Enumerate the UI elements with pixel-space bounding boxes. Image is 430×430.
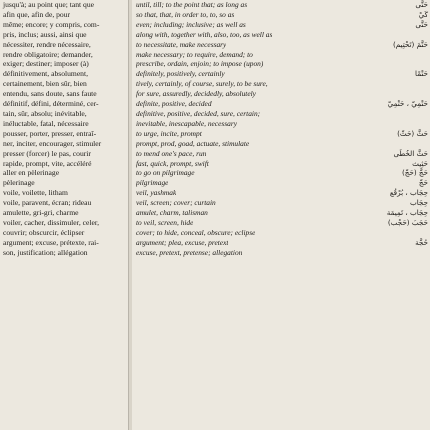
english-gloss: pilgrimage xyxy=(136,178,169,188)
arabic-headword: حَتَّى xyxy=(415,0,428,9)
french-column xyxy=(0,0,127,430)
entry-line xyxy=(136,20,428,30)
entry-line xyxy=(136,89,428,99)
arabic-headword: حِجَاب ، تَمِيمَة xyxy=(386,208,428,218)
english-gloss: prescribe, ordain, enjoin; to impose (upon) xyxy=(136,59,264,69)
arabic-headword: حُجَّة xyxy=(415,237,428,247)
entry-line xyxy=(136,228,428,238)
entry-line xyxy=(136,40,428,50)
arabic-headword: حَثِيث xyxy=(412,158,428,168)
arabic-headword xyxy=(425,59,428,69)
english-gloss: veil, screen; cover; curtain xyxy=(136,198,216,208)
entry-line xyxy=(136,59,428,69)
entry-line xyxy=(136,99,428,109)
french-line: pousser, porter, presser, entraî- xyxy=(3,128,97,138)
arabic-headword: حَجَبَ (حَجْب) xyxy=(387,217,428,227)
english-gloss: until, till; to the point that; as long as xyxy=(136,0,248,9)
entry-line xyxy=(136,129,428,139)
entry-line xyxy=(136,188,428,198)
french-line: rapide, prompt, vite, accéléré xyxy=(3,158,92,168)
french-line: aller en pèlerinage xyxy=(3,168,60,178)
entry-line xyxy=(136,159,428,169)
english-gloss: make necessary; to require, demand; to xyxy=(136,49,253,59)
english-gloss: tively, certainly, of course, surely, to be sure, xyxy=(136,79,268,89)
arabic-headword xyxy=(425,139,428,149)
french-line: pris, inclus; aussi, ainsi que xyxy=(3,29,87,39)
french-line: voile, voilette, litham xyxy=(3,188,68,198)
english-gloss: to mend one's pace, run xyxy=(136,148,207,158)
arabic-headword xyxy=(425,228,428,238)
entry-line xyxy=(136,119,428,129)
french-line: couvrir; obscurcir, éclipser xyxy=(3,227,85,237)
english-arabic-column xyxy=(132,0,430,430)
english-gloss: to necessitate, make necessary xyxy=(136,39,227,49)
arabic-headword: حَثَّ الخُطَى xyxy=(393,148,428,158)
english-gloss: definitely, positively, certainly xyxy=(136,69,225,79)
english-gloss: definitive, positive, decided, sure, certain; xyxy=(136,108,261,118)
arabic-headword: حَتَّى xyxy=(415,19,428,29)
entry-line xyxy=(136,109,428,119)
entry-line xyxy=(136,50,428,60)
entry-line xyxy=(136,10,428,20)
french-line: rendre obligatoire; demander, xyxy=(3,49,93,59)
french-line: voiler, cacher, dissimuler, celer, xyxy=(3,217,99,227)
english-gloss: to urge, incite, prompt xyxy=(136,128,202,138)
entry-line xyxy=(136,79,428,89)
french-line: presser (forcer) le pas, courir xyxy=(3,148,91,158)
entry-line xyxy=(136,198,428,208)
french-line: définitivement, absolument, xyxy=(3,69,88,79)
arabic-headword: حَتْمِيّ ، حَتْمِيّ xyxy=(387,99,428,109)
french-line: pèlerinage xyxy=(3,178,35,188)
french-line: entendu, sans doute, sans faute xyxy=(3,89,97,99)
french-line: jusqu'à; au point que; tant que xyxy=(3,0,94,9)
arabic-headword xyxy=(425,89,428,99)
arabic-headword: حَتَّمَ (تَحْتِيم) xyxy=(392,39,428,49)
english-gloss: even; including; inclusive; as well as xyxy=(136,19,246,29)
arabic-headword xyxy=(425,109,428,119)
french-line: certainement, bien sûr, bien xyxy=(3,79,87,89)
english-gloss: inevitable, inescapable, necessary xyxy=(136,118,237,128)
entry-line xyxy=(136,168,428,178)
english-gloss: amulet, charm, talisman xyxy=(136,208,208,218)
english-gloss: along with, together with, also, too, as well as xyxy=(136,29,273,39)
entry-line xyxy=(136,238,428,248)
french-line: voile, paravent, écran; rideau xyxy=(3,198,92,208)
french-line: son, justification; allégation xyxy=(3,247,88,257)
french-line: argument; excuse, prétexte, rai- xyxy=(3,237,99,247)
english-gloss: to veil, screen, hide xyxy=(136,217,194,227)
entry-line xyxy=(136,248,428,258)
english-gloss: cover; to hide, conceal, obscure; eclipse xyxy=(136,227,256,237)
english-gloss: so that, that, in order to, to, so as xyxy=(136,9,235,19)
arabic-headword: حَجّ xyxy=(418,178,428,188)
arabic-headword: حَتْمًا xyxy=(415,69,428,79)
entry-line xyxy=(136,208,428,218)
french-line: inéluctable, fatal, nécessaire xyxy=(3,118,89,128)
english-gloss: prompt, prod, goad, actuate, stimulate xyxy=(136,138,250,148)
arabic-headword: كَيْ xyxy=(418,9,428,19)
french-line: exiger; destiner; imposer (à) xyxy=(3,59,89,69)
french-line: afin que, afin de, pour xyxy=(3,9,71,19)
english-gloss: fast, quick, prompt, swift xyxy=(136,158,209,168)
french-line: tain, sûr, absolu; inévitable, xyxy=(3,108,87,118)
english-gloss: argument; plea, excuse, pretext xyxy=(136,237,229,247)
arabic-headword xyxy=(425,30,428,40)
french-line: nécessiter, rendre nécessaire, xyxy=(3,39,91,49)
arabic-headword xyxy=(425,50,428,60)
arabic-headword: حَثَّ (حَثّ) xyxy=(397,128,428,138)
entry-line xyxy=(136,69,428,79)
english-gloss: excuse, pretext, pretense; allegation xyxy=(136,247,243,257)
arabic-headword xyxy=(425,119,428,129)
entry-line xyxy=(136,178,428,188)
arabic-headword xyxy=(425,248,428,258)
entry-line xyxy=(136,149,428,159)
arabic-headword: حِجَاب ، بُرْقُع xyxy=(389,188,428,198)
arabic-headword: حَجَّ (حَجّ) xyxy=(401,168,428,178)
english-gloss: veil, yashmak xyxy=(136,188,177,198)
entry-line xyxy=(136,0,428,10)
english-gloss: to go on pilgrimage xyxy=(136,168,195,178)
english-gloss: definite, positive, decided xyxy=(136,99,212,109)
arabic-headword xyxy=(425,79,428,89)
entry-line xyxy=(136,218,428,228)
french-line: amulette, gri-gri, charme xyxy=(3,208,79,218)
french-line: ner, inciter, encourager, stimuler xyxy=(3,138,102,148)
arabic-headword: حِجَاب xyxy=(409,198,428,208)
french-line: définitif, défini, déterminé, cer- xyxy=(3,99,99,109)
english-gloss: for sure, assuredly, decidedly, absolutely xyxy=(136,89,256,99)
entry-line xyxy=(136,139,428,149)
entry-line xyxy=(136,30,428,40)
french-line: même; encore; y compris, com- xyxy=(3,19,100,29)
